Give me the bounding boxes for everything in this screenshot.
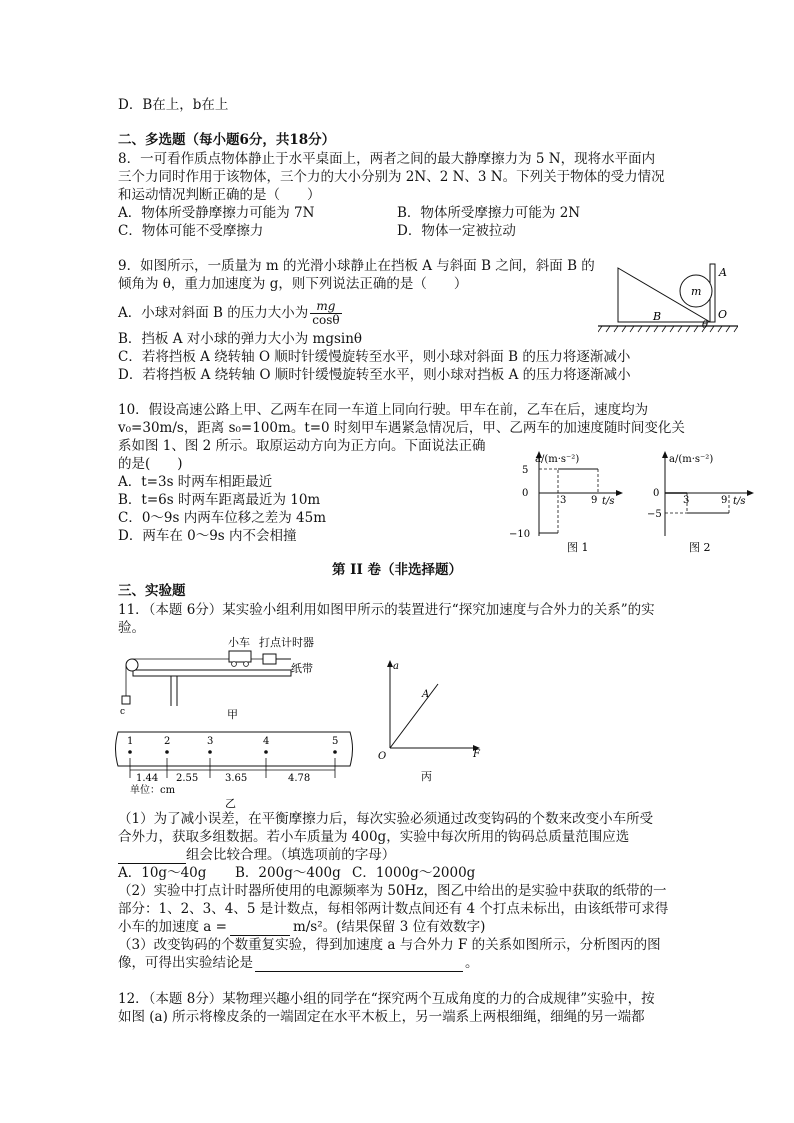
q11-p2-line-1: （2）实验中打点计时器所使用的电源频率为 50Hz，图乙中给出的是实验中获取的纸带的一 <box>118 883 667 899</box>
tape-distance-1: 1.44 <box>136 773 159 784</box>
q11-p1-line-3-text: 组会比较合理。（填选项前的字母） <box>186 847 396 863</box>
fraction-numerator: mg <box>310 300 341 314</box>
q9-stem-2: 倾角为 θ，重力加速度为 g，则下列说法正确的是（ ） <box>118 276 468 292</box>
tape-distance-3: 3.65 <box>225 773 248 784</box>
q11-p3-text-b: 。 <box>465 955 479 971</box>
part2-title: 第 II 卷（非选择题） <box>331 562 463 578</box>
q10-figure-2 <box>643 448 763 554</box>
fig1-tick-3: 3 <box>560 495 567 506</box>
tape-point-2: 2 <box>164 736 171 747</box>
q11-p1-option-c: C．1000g～2000g <box>352 865 476 881</box>
fig2-tick-minus5: −5 <box>647 509 662 520</box>
section3-title: 三、实验题 <box>118 583 186 599</box>
q10-stem-4: 的是( ) <box>118 456 183 472</box>
caption-yi: 乙 <box>225 797 236 810</box>
q11-p1-option-a: A．10g～40g <box>118 865 207 881</box>
caption-bing: 丙 <box>421 770 432 783</box>
tape-distance-4: 4.78 <box>288 773 311 784</box>
label-weight-c: c <box>120 707 126 717</box>
label-o: O <box>718 308 728 321</box>
fig2-y-label: a/(m·s⁻²) <box>669 454 714 465</box>
q11-p2-text-b: m/s²。(结果保留 3 位有效数字) <box>292 919 486 935</box>
answer-blank-3[interactable] <box>255 957 463 972</box>
fig1-x-label: t/s <box>602 496 615 507</box>
tape-point-4: 4 <box>263 736 270 747</box>
graph-x-label: F <box>473 749 480 760</box>
fig1-tick-9: 9 <box>591 495 598 506</box>
q10-option-d: D．两车在 0～9s 内不会相撞 <box>118 528 297 544</box>
q11-p1-line-2: 合外力，获取多组数据。若小车质量为 400g，实验中每次所用的钩码总质量范围应选 <box>118 829 630 845</box>
fig2-tick-0: 0 <box>653 488 660 499</box>
q8-option-b: B．物体所受摩擦力可能为 2N <box>397 205 581 221</box>
q12-stem-2: 如图 (a) 所示将橡皮条的一端固定在水平木板上，另一端系上两根细绳，细绳的另一端都 <box>118 1009 645 1025</box>
q12-stem-1: 12．（本题 8分）某物理兴趣小组的同学在“探究两个互成角度的力的合成规律”实验中，按 <box>118 991 655 1007</box>
label-a: A <box>719 266 727 279</box>
q11-p2-text-a: 小车的加速度 a = <box>118 919 227 935</box>
fig1-tick-minus10: −10 <box>509 529 531 540</box>
q8-option-d: D．物体一定被拉动 <box>397 223 516 239</box>
q11-p3-line-1: （3）改变钩码的个数重复实验，得到加速度 a 与合外力 F 的关系如图所示，分析图丙的图 <box>118 937 661 953</box>
q11-p3-text-a: 像，可得出实验结论是 <box>118 955 253 971</box>
q10-stem-2: v₀=30m/s，距离 s₀=100m。t=0 时刻甲车遇紧急情况后，甲、乙两车的加速度随时间变化关 <box>118 420 685 436</box>
tape-point-5: 5 <box>332 736 339 747</box>
q9-incline-figure <box>598 258 738 338</box>
label-b: B <box>653 310 662 323</box>
q9-option-d: D．若将挡板 A 绕转轴 O 顺时针缓慢旋转至水平，则小球对挡板 A 的压力将逐渐减小 <box>118 367 631 383</box>
q9-option-a <box>118 296 342 330</box>
tape-figure-yi <box>112 728 357 810</box>
q11-stem-2: 验。 <box>118 620 145 636</box>
tape-point-3: 3 <box>207 736 214 747</box>
q8-stem-3: 和运动情况判断正确的是（ ） <box>118 187 321 203</box>
label-tape: 纸带 <box>291 662 313 675</box>
q9-option-a-text: A．小球对斜面 B 的压力大小为 <box>118 305 309 321</box>
q9-option-c: C．若将挡板 A 绕转轴 O 顺时针缓慢旋转至水平，则小球对斜面 B 的压力将逐渐减小 <box>118 349 631 365</box>
fig2-tick-9: 9 <box>721 495 728 506</box>
q11-p2-line-2: 部分：1、2、3、4、5 是计数点，每相邻两计数点间还有 4 个打点未标出，由该纸带可求得 <box>118 901 669 917</box>
q8-stem-1: 8．一可看作质点物体静止于水平桌面上，两者之间的最大静摩擦力为 5 N，现将水平面内 <box>118 151 656 167</box>
q8-option-a: A．物体所受静摩擦力可能为 7N <box>118 205 315 221</box>
label-theta: θ <box>702 320 709 331</box>
q11-p2-line-3 <box>118 918 485 936</box>
fig1-y-label: a/(m·s⁻²) <box>535 454 580 465</box>
fig1-tick-5: 5 <box>522 465 529 476</box>
q10-figure-1 <box>505 448 630 554</box>
fraction-mg-over-cos <box>310 300 341 327</box>
graph-y-label: a <box>393 661 399 672</box>
fig2-x-label: t/s <box>733 496 746 507</box>
q8-stem-2: 三个力同时作用于该物体，三个力的大小分别为 2N、2 N、3 N。下列关于物体的受力情况 <box>118 169 665 185</box>
label-m: m <box>691 285 702 298</box>
graph-line-a <box>390 684 438 748</box>
q7-option-d: D．B在上，b在上 <box>118 97 229 113</box>
section2-title: 二、多选题（每小题6分，共18分） <box>118 132 336 148</box>
q11-p1-line-3 <box>118 846 395 864</box>
fig1-tick-0: 0 <box>522 488 529 499</box>
q10-stem-1: 10．假设高速公路上甲、乙两车在同一车道上同向行驶。甲车在前，乙车在后，速度均为 <box>118 402 649 418</box>
label-car: 小车 <box>228 636 250 649</box>
q11-p1-option-b: B．200g～400g <box>235 865 341 881</box>
tape-point-1: 1 <box>127 736 134 747</box>
q10-option-c: C．0～9s 内两车位移之差为 45m <box>118 510 326 526</box>
q11-stem-1: 11．（本题 6分）某实验小组利用如图甲所示的装置进行“探究加速度与合外力的关系”的实 <box>118 602 655 618</box>
answer-blank-2[interactable] <box>230 921 290 936</box>
q10-option-a: A．t=3s 时两车相距最近 <box>118 474 273 490</box>
fig2-caption: 图 2 <box>689 541 711 554</box>
caption-jia: 甲 <box>227 708 238 721</box>
fig1-caption: 图 1 <box>567 541 589 554</box>
q9-option-b: B．挡板 A 对小球的弹力大小为 mgsinθ <box>118 331 363 347</box>
tape-distance-2: 2.55 <box>176 773 199 784</box>
q10-option-b: B．t=6s 时两车距离最近为 10m <box>118 492 321 508</box>
fraction-denominator: cosθ <box>312 313 340 327</box>
apparatus-figure-jia <box>115 632 320 724</box>
q8-option-c: C．物体可能不受摩擦力 <box>118 223 264 239</box>
graph-origin: O <box>378 751 387 762</box>
graph-line-label: A <box>422 689 430 700</box>
label-timer: 打点计时器 <box>259 636 314 649</box>
answer-blank-1[interactable] <box>118 849 186 864</box>
q9-stem-1: 9．如图所示，一质量为 m 的光滑小球静止在挡板 A 与斜面 B 之间，斜面 B 的 <box>118 258 595 274</box>
tape-unit: 单位：cm <box>130 785 176 796</box>
graph-figure-bing <box>372 656 490 784</box>
fig2-tick-3: 3 <box>683 495 690 506</box>
q11-p3-line-2 <box>118 954 479 972</box>
q11-p1-line-1: （1）为了减小误差，在平衡摩擦力后，每次实验必须通过改变钩码的个数来改变小车所受 <box>118 811 654 827</box>
q10-stem-3: 系如图 1、图 2 所示。取原运动方向为正方向。下面说法正确 <box>118 438 486 454</box>
